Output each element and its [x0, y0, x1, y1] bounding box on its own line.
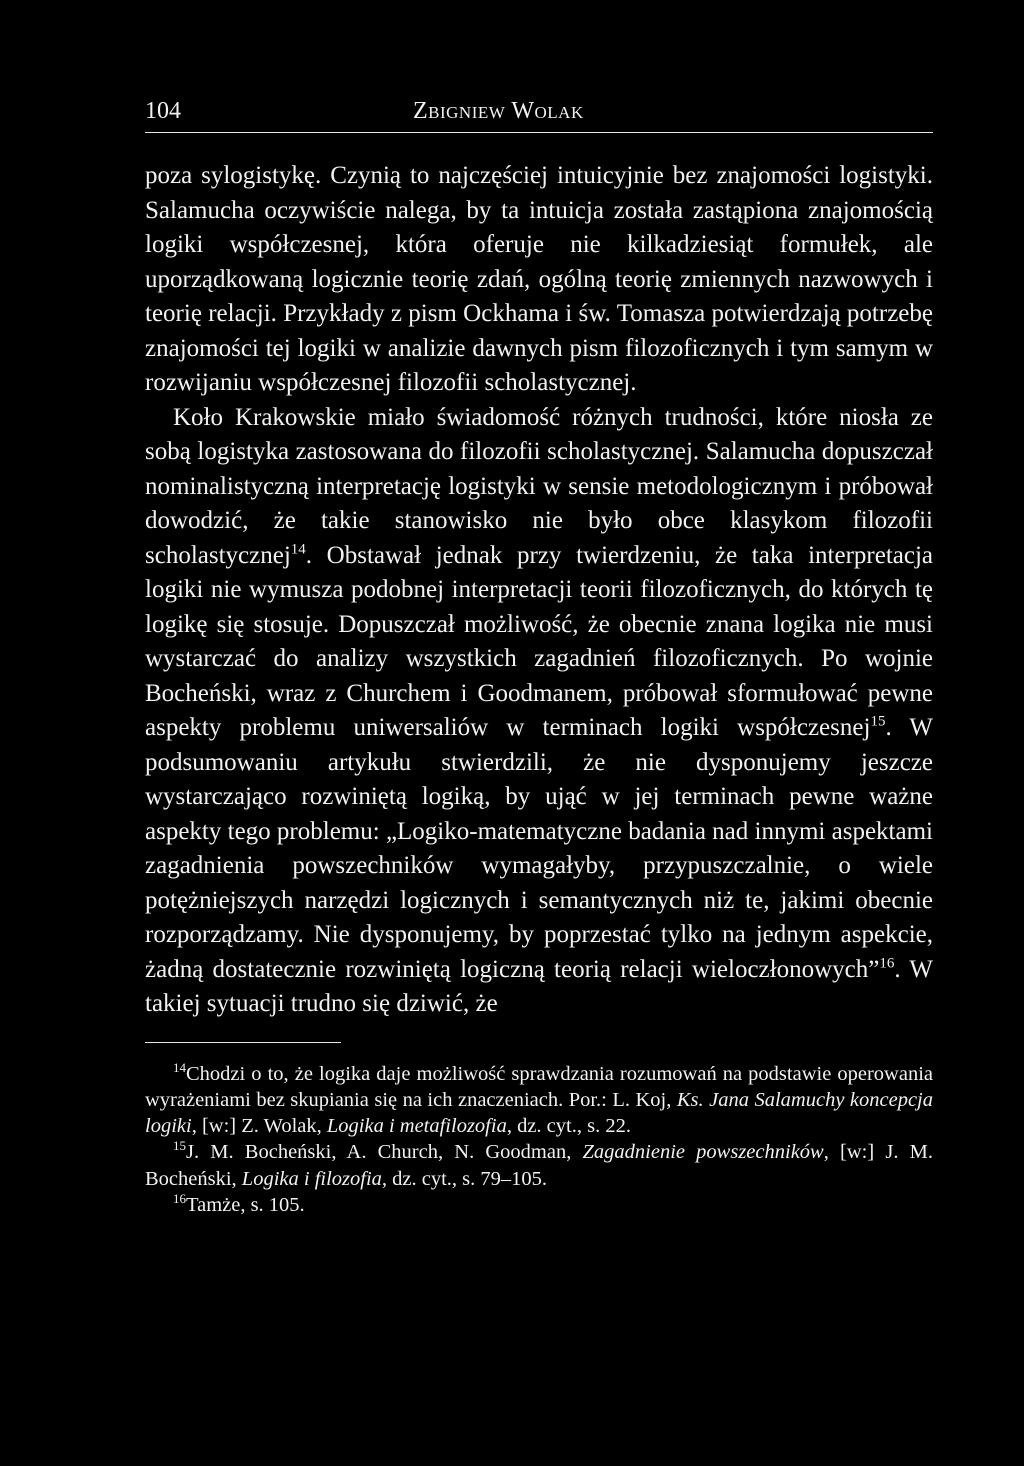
paragraph-2-text-c: . W podsumowaniu artykułu stwierdzili, że nie dysponujemy jeszcze wystarczająco rozwiniętą logiką, by ująć w jej terminach pewne ważne aspekty tego problemu: „Logiko-matematyczne badania nad innymi aspektami zagadnienia powszechników wymagałyby, przypuszczalnie, o wiele potężniejszych narzędzi logicznych i semantycznych niż te, jakimi obecnie rozporządzamy. Nie dysponujemy, by poprzestać tylko na jednym aspekcie, żadną dostatecznie rozwiniętą logiczną teorią relacji wieloczłonowych”	[145, 714, 933, 983]
paragraph-2	[145, 401, 933, 1022]
footnote-text: , dz. cyt., s. 22.	[506, 1115, 631, 1138]
footnote-ref-14[interactable]: 14	[290, 541, 306, 558]
paragraph-1	[145, 159, 933, 401]
footnote-ref-15[interactable]: 15	[870, 713, 886, 730]
footnote-italic-title: Zagadnienie powszechników	[582, 1141, 824, 1164]
footnote-15	[145, 1139, 933, 1192]
footnote-text: , dz. cyt., s. 79–105.	[381, 1167, 548, 1190]
main-text	[145, 159, 933, 1022]
footnote-number: 15	[173, 1138, 186, 1154]
paragraph-2-text-b: . Obstawał jednak przy twierdzeniu, że taka interpretacja logiki nie wymusza podobnej interpretacji teorii filozoficznych, do których tę logikę się stosuje. Dopuszczał możliwość, że obecnie znana logika nie musi wystarczać do analizy wszystkich zagadnień filozoficznych. Po wojnie Bocheński, wraz z Churchem i Goodmanem, próbował sformułować pewne aspekty problemu uniwersaliów w terminach logiki współczesnej	[145, 541, 933, 741]
paragraph-2-text-d: . W takiej sytuacji trudno się dziwić, że	[145, 955, 933, 1017]
footnote-italic-title: Logika i metafilozofia	[326, 1115, 507, 1138]
footnote-italic-title: Ks. Jana Salamuchy koncepcja logiki	[145, 1088, 933, 1138]
footnote-text: , [w:] Z. Wolak,	[191, 1115, 327, 1138]
running-header	[145, 92, 933, 133]
footnotes	[145, 1061, 933, 1219]
footnote-text: Chodzi o to, że logika daje możliwość sprawdzania rozumowań na podstawie operowania wyrażeniami bez skupiania się na ich znaczeniach. Por.: L. Koj,	[145, 1062, 933, 1111]
footnote-italic-title: Logika i filozofia	[241, 1167, 382, 1190]
footnote-text: Tamże, s. 105.	[186, 1193, 305, 1216]
footnote-number: 14	[173, 1059, 186, 1075]
page-number: 104	[145, 98, 181, 124]
paragraph-1-text: poza sylogistykę. Czynią to najczęściej intuicyjnie bez znajomości logistyki. Salamucha oczywiście nalega, by ta intuicja została zastąpiona znajomością logiki współczesnej, która oferuje nie kilkadziesiąt formułek, ale uporządkowaną logicznie teorię zdań, ogólną teorię zmiennych nazwowych i teorię relacji. Przykłady z pism Ockhama i św. Tomasza potwierdzają potrzebę znajomości tej logiki w analizie dawnych pism filozoficznych i tym samym w rozwijaniu współczesnej filozofii scholastycznej.	[145, 162, 933, 396]
footnote-number: 16	[173, 1191, 186, 1207]
footnote-ref-16[interactable]: 16	[879, 955, 895, 972]
book-page	[145, 92, 933, 1218]
paragraph-2-text-a: Koło Krakowskie miało świadomość różnych trudności, które niosła ze sobą logistyka zastosowana do filozofii scholastycznej. Salamucha dopuszczał nominalistyczną interpretację logistyki w sensie metodologicznym i próbował dowodzić, że takie stanowisko nie było obce klasykom filozofii scholastycznej	[145, 403, 933, 569]
running-head-author: Zbigniew Wolak	[413, 98, 584, 124]
footnote-text: , [w:] J. M. Bocheński,	[145, 1141, 933, 1190]
footnote-separator	[145, 1042, 341, 1043]
footnote-14	[145, 1061, 933, 1140]
footnote-16	[145, 1192, 933, 1218]
footnote-text: J. M. Bocheński, A. Church, N. Goodman,	[186, 1141, 583, 1164]
